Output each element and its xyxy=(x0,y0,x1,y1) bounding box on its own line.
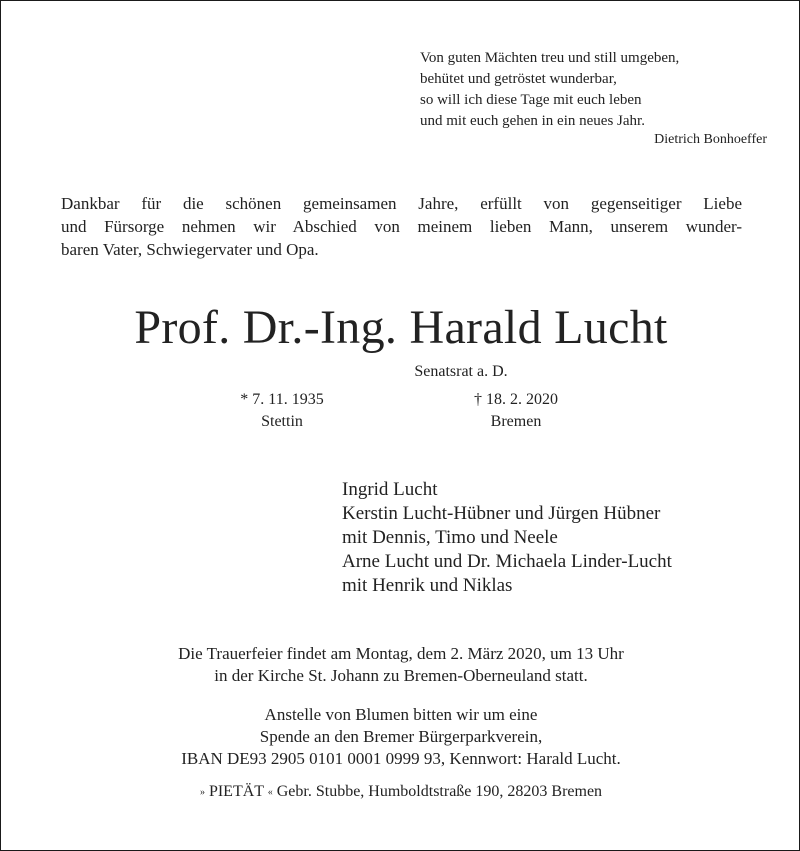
poem-author: Dietrich Bonhoeffer xyxy=(654,132,767,147)
family-line: Ingrid Lucht xyxy=(342,479,438,500)
birth-date: * 7. 11. 1935 xyxy=(240,391,324,408)
intro-line: baren Vater, Schwiegervater und Opa. xyxy=(61,240,319,259)
intro-paragraph xyxy=(61,192,742,261)
poem-line: Von guten Mächten treu und still umgeben, xyxy=(420,50,680,66)
intro-line: Dankbar für die schönen gemeinsamen Jahre, erfüllt von gegenseitiger Liebe xyxy=(61,194,742,213)
family-line: Arne Lucht und Dr. Michaela Linder-Lucht xyxy=(342,551,672,572)
birth-info xyxy=(207,389,357,433)
donation-line: Spende an den Bremer Bürgerparkverein, xyxy=(259,727,543,746)
funeral-notice xyxy=(1,643,800,687)
undertaker-name: PIETÄT xyxy=(208,783,264,800)
funeral-line: Die Trauerfeier findet am Montag, dem 2. März 2020, um 13 Uhr xyxy=(178,644,624,663)
poem-line: so will ich diese Tage mit euch leben xyxy=(420,92,642,108)
undertaker-info xyxy=(1,783,800,801)
undertaker-open-quote: » xyxy=(199,787,205,798)
poem-verse xyxy=(420,48,679,132)
family-line: Kerstin Lucht-Hübner und Jürgen Hübner xyxy=(342,503,661,524)
death-date: † 18. 2. 2020 xyxy=(474,391,558,408)
death-info xyxy=(441,389,591,433)
birth-place: Stettin xyxy=(261,413,303,430)
poem-line: behütet und getröstet wunderbar, xyxy=(420,71,617,87)
deceased-title: Senatsrat a. D. xyxy=(414,363,508,380)
family-list xyxy=(342,478,672,598)
donation-line: Anstelle von Blumen bitten wir um eine xyxy=(264,705,538,724)
donation-line: IBAN DE93 2905 0101 0001 0999 93, Kennwort: Harald Lucht. xyxy=(181,749,621,768)
funeral-line: in der Kirche St. Johann zu Bremen-Oberneuland statt. xyxy=(214,666,588,685)
poem-line: und mit euch gehen in ein neues Jahr. xyxy=(420,113,645,129)
deceased-name: Prof. Dr.-Ing. Harald Lucht xyxy=(134,301,668,354)
undertaker-close-quote: « xyxy=(267,787,273,798)
family-line: mit Henrik und Niklas xyxy=(342,575,513,596)
death-place: Bremen xyxy=(490,413,542,430)
intro-line: und Fürsorge nehmen wir Abschied von meinem lieben Mann, unserem wunder- xyxy=(61,217,742,236)
donation-notice xyxy=(1,704,800,770)
family-line: mit Dennis, Timo und Neele xyxy=(342,527,558,548)
undertaker-address: Gebr. Stubbe, Humboldtstraße 190, 28203 Bremen xyxy=(276,783,603,800)
